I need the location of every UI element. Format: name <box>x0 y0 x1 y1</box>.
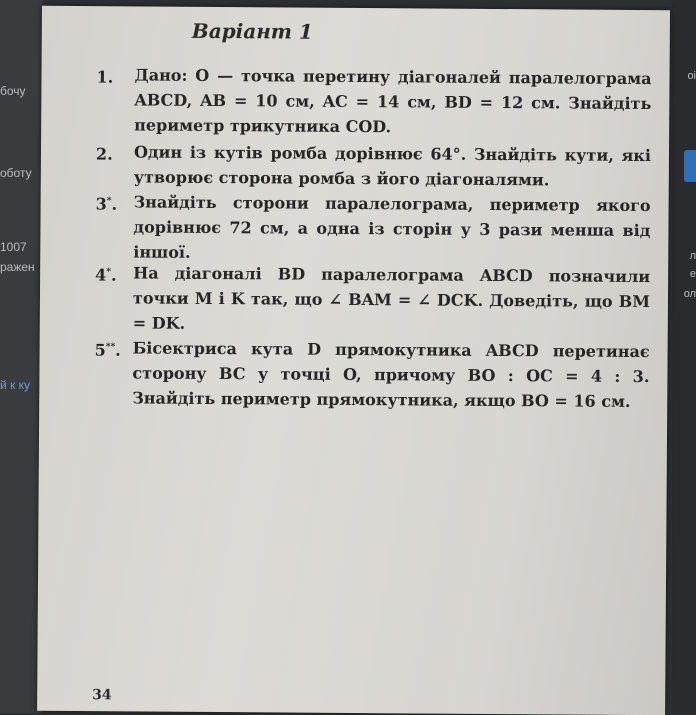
task-text: Знайдіть сторони паралелограма, периметр якого дорівнює 72 см, а одна із сторін у 3 рази менша від іншої. <box>133 192 651 262</box>
task-item <box>95 189 651 268</box>
background-text-fragment: оі <box>687 70 696 82</box>
background-link-fragment[interactable]: й к ку <box>0 378 31 392</box>
task-item <box>96 139 651 193</box>
task-item <box>95 260 651 339</box>
page-number: 34 <box>92 687 112 704</box>
task-number: 4*. <box>95 265 117 285</box>
task-number: 1. <box>96 67 114 87</box>
background-button[interactable] <box>684 150 696 182</box>
background-text-fragment: е <box>689 268 696 280</box>
background-left-panel <box>0 0 42 713</box>
background-text-fragment: ол <box>683 288 696 300</box>
task-text: Бісектриса кута D прямокутника ABCD перетинає сторону BC у точці O, причому BO : OC = 4 : 3. Знайдіть периметр прямокутника, якщо BO = 16 см. <box>132 338 650 411</box>
background-text-fragment: оботу <box>0 166 32 180</box>
page-title: Варіант 1 <box>191 18 313 44</box>
background-text-fragment: бочу <box>0 84 26 98</box>
background-right-panel <box>672 0 696 713</box>
background-text-fragment: 1007 <box>0 240 27 254</box>
task-number: 2. <box>95 144 113 164</box>
task-text: Один із кутів ромба дорівнює 64°. Знайдіть кути, які утворює сторона ромба з його діагоналями. <box>133 142 652 190</box>
task-text: Дано: O — точка перетину діагоналей паралелограма ABCD, AB = 10 см, AC = 14 см, BD = 12 см. Знайдіть периметр трикутника COD. <box>134 65 652 137</box>
textbook-page <box>37 6 670 715</box>
task-item <box>94 335 650 414</box>
task-text: На діагоналі BD паралелограма ABCD позначили точки M і K так, що ∠ BAM = ∠ DCK. Доведіть, що BM = DK. <box>132 263 651 333</box>
task-number: 3*. <box>95 194 118 214</box>
task-item <box>96 62 652 141</box>
task-number: 5**. <box>94 340 121 360</box>
background-text-fragment: л <box>689 250 696 262</box>
background-text-fragment: ражен <box>0 260 35 274</box>
